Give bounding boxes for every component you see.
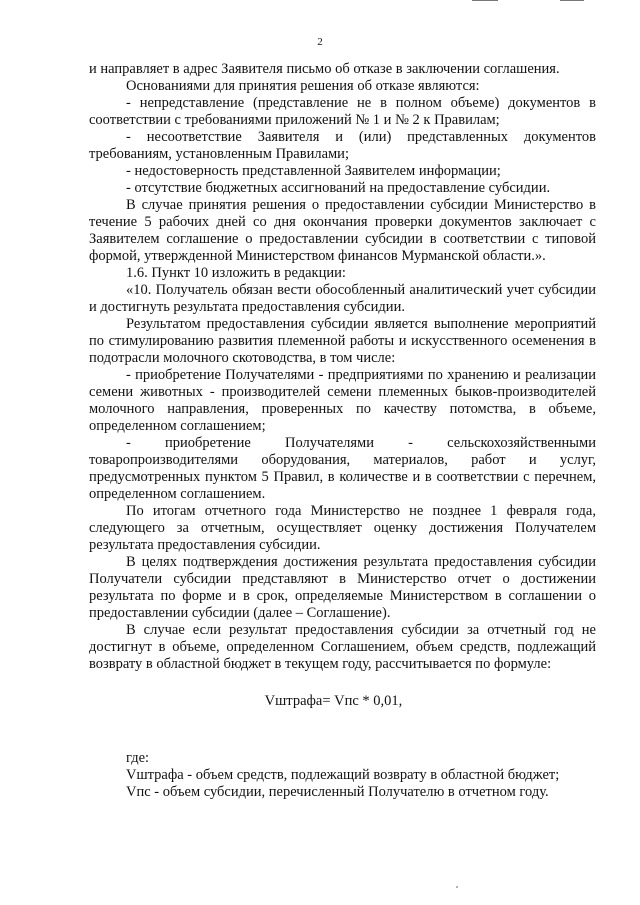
paragraph-refund: В случае если результат предоставления субсидии за отчетный год не достигнут в объеме, определенном Соглашением, объем средств, подлежащий возврату в областной бюджет в текущем году, рассчитывается по формуле:	[89, 622, 596, 672]
list-item-3: - недостоверность представленной Заявителем информации;	[126, 163, 501, 179]
formula: Vштрафа= Vпс * 0,01,	[264, 693, 403, 709]
paragraph-2: Основаниями для принятия решения об отказе являются:	[126, 78, 480, 94]
paragraph-assessment: По итогам отчетного года Министерство не позднее 1 февраля года, следующего за отчетным, осуществляет оценку достижения Получателем результата предоставления субсидии.	[89, 503, 596, 553]
paragraph-1: и направляет в адрес Заявителя письмо об отказе в заключении соглашения.	[89, 61, 560, 77]
paragraph-decision: В случае принятия решения о предоставлении субсидии Министерство в течение 5 рабочих дней со дня окончания проверки документов заключает с Заявителем соглашение о предоставлении субсидии в соответствии с типовой формой, утвержденной Министерством финансов Мурманской области.».	[89, 197, 596, 264]
list-item-1: - непредставление (представление не в полном объеме) документов в соответствии с требованиями приложений № 1 и № 2 к Правилам;	[89, 95, 596, 128]
paragraph-point-10: «10. Получатель обязан вести обособленный аналитический учет субсидии и достигнуть результата предоставления субсидии.	[89, 282, 596, 315]
definition-1: Vштрафа - объем средств, подлежащий возврату в областной бюджет;	[126, 767, 560, 783]
scan-top-marks	[0, 0, 640, 4]
page-number: 2	[317, 36, 323, 48]
list-item-2: - несоответствие Заявителя и (или) представленных документов требованиям, установленным Правилами;	[89, 129, 596, 162]
document-body	[89, 61, 596, 801]
list-item-6: - приобретение Получателями - сельскохозяйственными товаропроизводителями оборудования, материалов, работ и услуг, предусмотренных пунктом 5 Правил, в количестве и в соответствии с перечнем, определенном соглашением.	[89, 435, 596, 502]
where-label: где:	[126, 750, 150, 766]
paragraph-report: В целях подтверждения достижения результата предоставления субсидии Получатели субсидии представляют в Министерство отчет о достижении результата по форме и в срок, определяемые Министерством в соглашении о предоставлении субсидии (далее – Соглашение).	[89, 554, 596, 621]
definition-2: Vпс - объем субсидии, перечисленный Получателю в отчетном году.	[126, 784, 549, 800]
scan-speck	[456, 886, 458, 888]
list-item-4: - отсутствие бюджетных ассигнований на предоставление субсидии.	[126, 180, 551, 196]
paragraph-result: Результатом предоставления субсидии является выполнение мероприятий по стимулированию развития племенной работы и искусственного осеменения в подотрасли молочного скотоводства, в том числе:	[89, 316, 596, 366]
paragraph-clause-1-6: 1.6. Пункт 10 изложить в редакции:	[126, 265, 346, 281]
list-item-5: - приобретение Получателями - предприятиями по хранению и реализации семени животных - производителей семени племенных быков-производителей молочного направления, проверенных по качеству потомства, в объеме, определенном соглашением;	[89, 367, 596, 434]
